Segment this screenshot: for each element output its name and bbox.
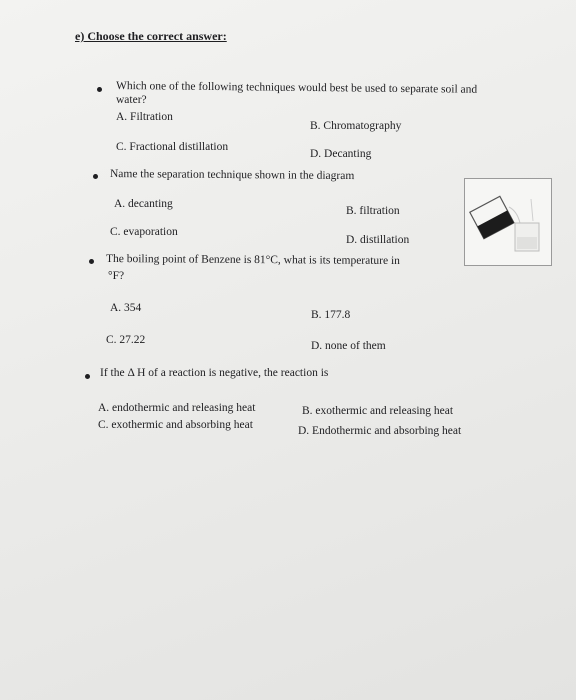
question-3-option-c: C. 27.22 bbox=[106, 334, 146, 346]
section-heading: e) Choose the correct answer: bbox=[75, 29, 227, 43]
question-1-option-c: C. Fractional distillation bbox=[116, 141, 229, 153]
question-3-option-a: A. 354 bbox=[110, 302, 142, 314]
decanting-diagram-icon bbox=[464, 178, 552, 266]
question-4-option-b: B. exothermic and releasing heat bbox=[302, 405, 454, 417]
bullet bbox=[89, 259, 94, 264]
question-4-option-d: D. Endothermic and absorbing heat bbox=[298, 425, 462, 437]
question-2-option-a: A. decanting bbox=[114, 198, 173, 210]
question-3-option-d: D. none of them bbox=[311, 340, 386, 352]
question-3-text-line2: °F? bbox=[108, 270, 125, 282]
question-3-option-b: B. 177.8 bbox=[311, 309, 351, 321]
question-1-text-line2: water? bbox=[116, 94, 147, 106]
question-4-option-c: C. exothermic and absorbing heat bbox=[98, 419, 253, 431]
question-1-option-a: A. Filtration bbox=[116, 111, 173, 123]
bullet bbox=[97, 87, 102, 92]
question-4-text: If the Δ H of a reaction is negative, the reaction is bbox=[100, 367, 329, 379]
question-4-option-a: A. endothermic and releasing heat bbox=[98, 402, 256, 414]
bullet bbox=[93, 174, 98, 179]
question-2-option-d: D. distillation bbox=[346, 234, 410, 246]
question-2-option-b: B. filtration bbox=[346, 205, 400, 217]
bullet bbox=[85, 374, 90, 379]
question-2-option-c: C. evaporation bbox=[110, 226, 178, 238]
question-1-option-d: D. Decanting bbox=[310, 148, 372, 160]
question-1-text-line1: Which one of the following techniques would best be used to separate soil and bbox=[115, 80, 478, 96]
question-2-text: Name the separation technique shown in the diagram bbox=[109, 168, 355, 183]
question-3-text-line1: The boiling point of Benzene is 81°C, what is its temperature in bbox=[105, 253, 401, 268]
question-1-option-b: B. Chromatography bbox=[310, 120, 402, 132]
